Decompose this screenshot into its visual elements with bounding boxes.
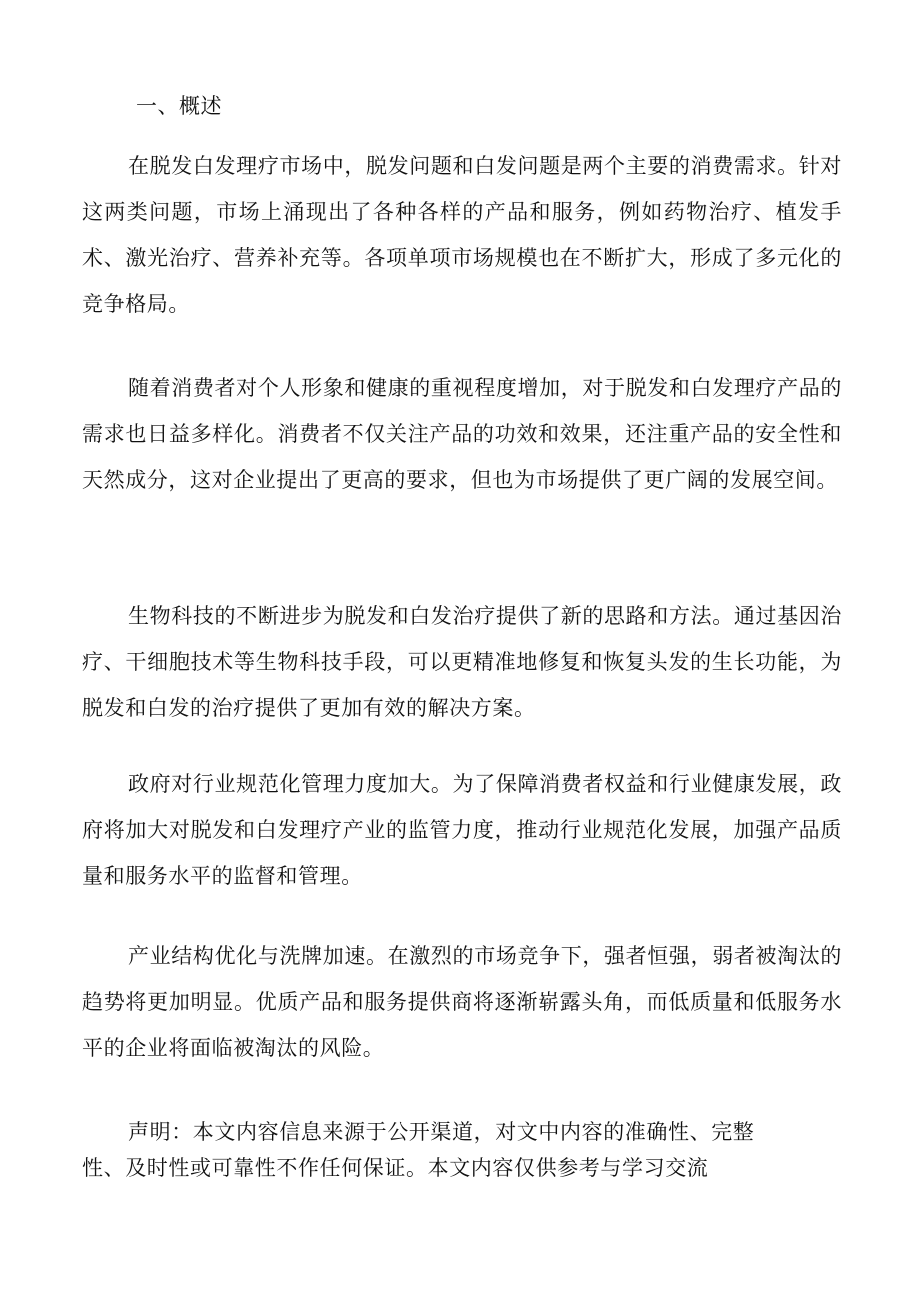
- paragraph-industry-restructuring: 产业结构优化与洗牌加速。在激烈的市场竞争下，强者恒强，弱者被淘汰的趋势将更加明显。优质产品和服务提供商将逐渐崭露头角，而低质量和低服务水平的企业将面临被淘汰的风险。: [82, 944, 842, 1060]
- disclaimer-notice: 声明：本文内容信息来源于公开渠道，对文中内容的准确性、完整性、及时性或可靠性不作任何保证。本文内容仅供参考与学习交流: [82, 1120, 755, 1180]
- section-heading: 一、概述: [136, 94, 222, 118]
- paragraph-biotech-progress: 生物科技的不断进步为脱发和白发治疗提供了新的思路和方法。通过基因治疗、干细胞技术等生物科技手段，可以更精准地修复和恢复头发的生长功能，为脱发和白发的治疗提供了更加有效的解决方案。: [82, 604, 842, 720]
- paragraph-consumer-demand: 随着消费者对个人形象和健康的重视程度增加，对于脱发和白发理疗产品的需求也日益多样化。消费者不仅关注产品的功效和效果，还注重产品的安全性和天然成分，这对企业提出了更高的要求，但也为市场提供了更广阔的发展空间。: [82, 376, 842, 492]
- paragraph-market-overview: 在脱发白发理疗市场中，脱发问题和白发问题是两个主要的消费需求。针对这两类问题，市场上涌现出了各种各样的产品和服务，例如药物治疗、植发手术、激光治疗、营养补充等。各项单项市场规模也在不断扩大，形成了多元化的竞争格局。: [82, 154, 842, 316]
- paragraph-government-regulation: 政府对行业规范化管理力度加大。为了保障消费者权益和行业健康发展，政府将加大对脱发和白发理疗产业的监管力度，推动行业规范化发展，加强产品质量和服务水平的监督和管理。: [82, 772, 842, 888]
